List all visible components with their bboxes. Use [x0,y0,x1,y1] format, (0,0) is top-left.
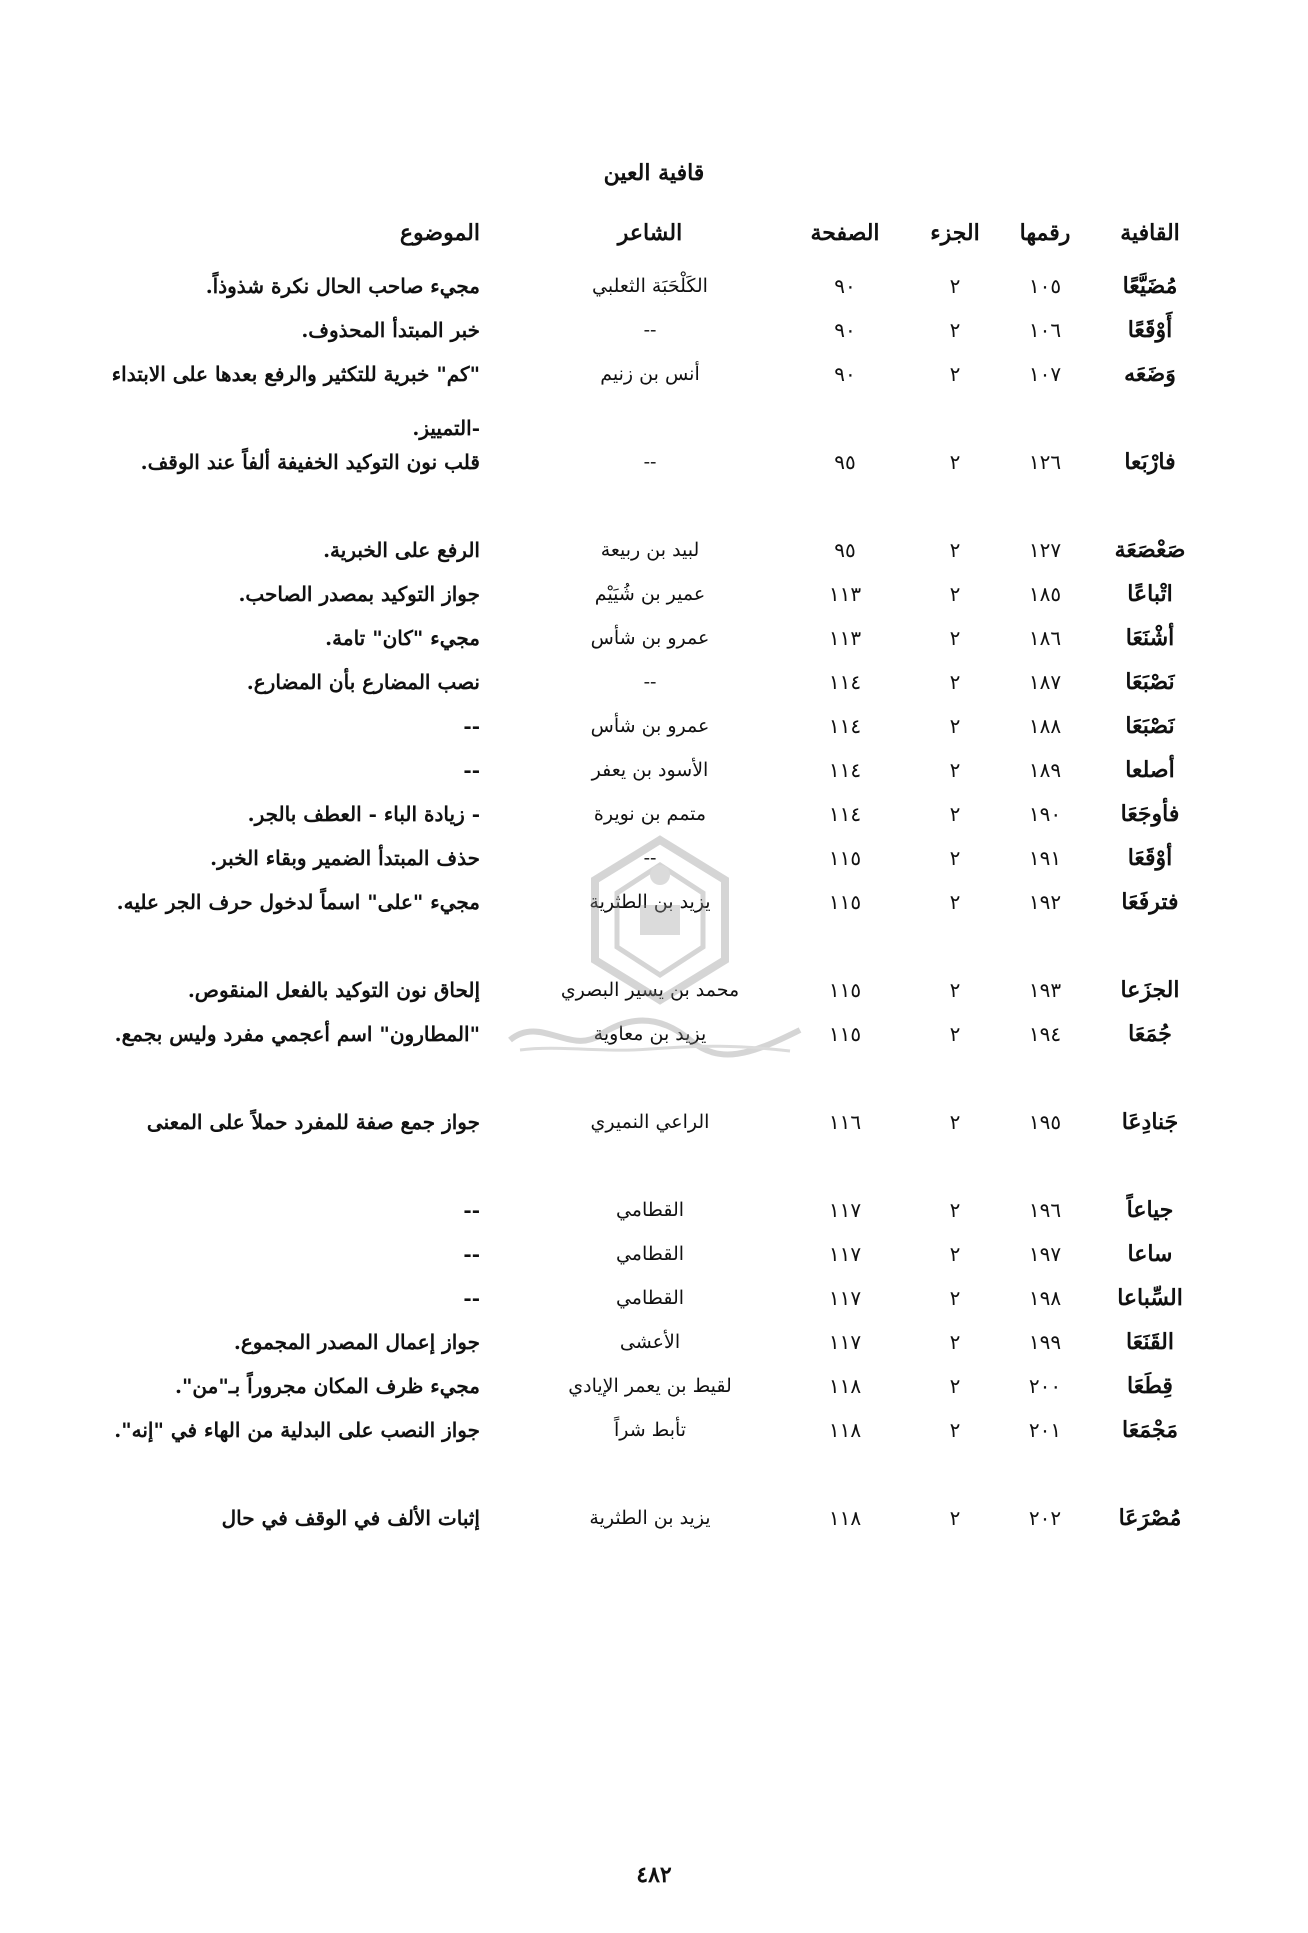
cell-page: ١١٥ [828,1022,862,1046]
cell-poet: أنس بن زنيم [600,363,700,385]
cell-poet: عمير بن شُيَيْم [594,583,706,605]
cell-topic: "المطارون" اسم أعجمي مفرد وليس بجمع. [114,1022,480,1046]
cell-qafia: أصلعا [1125,757,1175,783]
header-qafia: القافية [1120,220,1180,246]
section-title: قافية العين [603,160,705,186]
cell-poet: عمرو بن شأس [590,715,710,737]
cell-part: ٢ [949,1330,961,1354]
cell-poet: القطامي [615,1287,685,1309]
cell-page: ١١٧ [828,1330,862,1354]
cell-poet: الأسود بن يعفر [591,759,709,781]
cell-part: ٢ [949,1286,961,1310]
cell-number: ١٩٦ [1028,1198,1062,1222]
cell-page: ١١٤ [828,758,862,782]
cell-part: ٢ [949,802,961,826]
cell-topic: -- [463,758,480,782]
cell-part: ٢ [949,846,961,870]
table-row [0,1409,1308,1497]
header-part: الجزء [930,220,980,246]
cell-poet: محمد بن يسير البصري [560,979,740,1001]
cell-number: ١٩٨ [1028,1286,1062,1310]
cell-topic: مجيء ظرف المكان مجروراً بـ"من". [175,1374,480,1398]
cell-poet: -- [643,847,657,869]
header-number: رقمها [1019,220,1071,246]
cell-page: ٩٠ [834,274,856,298]
cell-qafia: فارْبَعا [1124,449,1176,475]
cell-page: ١١٨ [828,1506,862,1530]
cell-qafia: الجزَعا [1120,977,1180,1003]
table-row [0,1497,1308,1541]
cell-number: ١٩٠ [1028,802,1062,826]
cell-topic: خبر المبتدأ المحذوف. [301,318,480,342]
cell-page: ١١٤ [828,670,862,694]
cell-topic: إلحاق نون التوكيد بالفعل المنقوص. [187,978,480,1002]
cell-qafia: القَنَعَا [1126,1329,1174,1355]
cell-topic: -- [463,1198,480,1222]
cell-number: ١٩٢ [1028,890,1062,914]
cell-qafia: جُمَعَا [1128,1021,1172,1047]
cell-part: ٢ [949,670,961,694]
cell-part: ٢ [949,1198,961,1222]
cell-page: ١١٤ [828,714,862,738]
header-topic: الموضوع [399,220,480,246]
cell-number: ١٩٧ [1028,1242,1062,1266]
cell-topic: حذف المبتدأ الضمير وبقاء الخبر. [210,846,480,870]
header-page: الصفحة [810,220,880,246]
cell-number: ١٩٩ [1028,1330,1062,1354]
cell-qafia: جَنادِعَا [1121,1109,1179,1135]
cell-page: ١١٧ [828,1286,862,1310]
cell-qafia: وَضَعَه [1124,361,1176,387]
cell-topic: "كم" خبرية للتكثير والرفع بعدها على الابتداء -التمييز. [111,362,480,440]
cell-qafia: فأوجَعَا [1120,801,1180,827]
cell-qafia: نَصْبَعَا [1125,669,1175,695]
cell-part: ٢ [949,450,961,474]
cell-part: ٢ [949,1506,961,1530]
cell-number: ١٨٥ [1028,582,1062,606]
cell-topic: الرفع على الخبرية. [323,538,480,562]
library-emblem-icon [585,835,735,1005]
table-row [0,1101,1308,1189]
cell-page: ٩٥ [834,538,856,562]
cell-qafia: ساعا [1127,1241,1173,1267]
table-row [0,441,1308,529]
cell-qafia: أَوْقَعًا [1127,317,1173,343]
cell-page: ١١٥ [828,846,862,870]
cell-qafia: نَصْبَعَا [1125,713,1175,739]
cell-number: ١٩٥ [1028,1110,1062,1134]
cell-number: ١٨٩ [1028,758,1062,782]
cell-part: ٢ [949,538,961,562]
cell-topic: - زيادة الباء - العطف بالجر. [247,802,480,826]
cell-part: ٢ [949,274,961,298]
cell-number: ١٠٦ [1028,318,1062,342]
cell-poet: -- [643,451,657,473]
page-number: ٤٨٢ [636,1862,672,1888]
cell-page: ٩٠ [834,362,856,386]
cell-page: ١١٨ [828,1374,862,1398]
cell-topic: جواز النصب على البدلية من الهاء في "إنه". [114,1418,480,1442]
cell-poet: -- [643,319,657,341]
cell-topic: إثبات الألف في الوقف في حال [221,1506,480,1530]
cell-topic: مجيء "على" اسماً لدخول حرف الجر عليه. [116,890,480,914]
cell-poet: يزيد بن الطثرية [589,1507,711,1529]
cell-number: ١٢٦ [1028,450,1062,474]
cell-number: ١٠٧ [1028,362,1062,386]
cell-page: ٩٠ [834,318,856,342]
cell-qafia: مَجْمَعَا [1121,1417,1179,1443]
cell-page: ٩٥ [834,450,856,474]
cell-topic: جواز إعمال المصدر المجموع. [233,1330,480,1354]
cell-topic: -- [463,1286,480,1310]
watermark-calligraphy-icon [500,1005,810,1065]
cell-poet: القطامي [615,1243,685,1265]
cell-part: ٢ [949,1110,961,1134]
header-poet: الشاعر [617,220,683,246]
cell-topic: مجيء "كان" تامة. [325,626,480,650]
cell-poet: تأبط شراً [613,1419,687,1441]
cell-qafia: مُصْرَعَا [1118,1505,1182,1531]
cell-number: ١٢٧ [1028,538,1062,562]
cell-poet: الراعي النميري [590,1111,710,1133]
cell-page: ١١٤ [828,802,862,826]
cell-part: ٢ [949,978,961,1002]
cell-page: ١١٥ [828,890,862,914]
table-row [0,353,1308,441]
cell-page: ١١٣ [828,582,862,606]
cell-qafia: أوْقَعَا [1127,845,1173,871]
cell-topic: -- [463,714,480,738]
cell-part: ٢ [949,626,961,650]
cell-poet: الأعشى [619,1331,681,1353]
cell-poet: متمم بن نويرة [593,803,707,825]
cell-page: ١١٨ [828,1418,862,1442]
cell-poet: لبيد بن ربيعة [600,539,700,561]
cell-number: ١٨٧ [1028,670,1062,694]
cell-number: ٢٠١ [1028,1418,1062,1442]
cell-topic: جواز التوكيد بمصدر الصاحب. [238,582,480,606]
cell-part: ٢ [949,362,961,386]
cell-topic: قلب نون التوكيد الخفيفة ألفاً عند الوقف. [140,450,480,474]
cell-part: ٢ [949,714,961,738]
cell-page: ١١٣ [828,626,862,650]
cell-poet: يزيد بن الطثرية [589,891,711,913]
cell-part: ٢ [949,1374,961,1398]
cell-page: ١١٧ [828,1242,862,1266]
cell-number: ١٩١ [1028,846,1062,870]
cell-topic: نصب المضارع بأن المضارع. [246,670,480,694]
cell-qafia: أشْنَعَا [1125,625,1175,651]
cell-topic: -- [463,1242,480,1266]
cell-qafia: السِّباعا [1117,1285,1183,1311]
cell-part: ٢ [949,890,961,914]
cell-number: ١٩٤ [1028,1022,1062,1046]
cell-part: ٢ [949,1022,961,1046]
cell-qafia: اتْباعًا [1127,581,1173,607]
cell-qafia: صَعْصَعَة [1114,537,1186,563]
cell-topic: جواز جمع صفة للمفرد حملاً على المعنى [146,1110,480,1134]
cell-part: ٢ [949,1242,961,1266]
cell-poet: القطامي [615,1199,685,1221]
cell-page: ١١٧ [828,1198,862,1222]
cell-number: ١٠٥ [1028,274,1062,298]
cell-number: ١٨٨ [1028,714,1062,738]
cell-poet: عمرو بن شأس [590,627,710,649]
cell-qafia: جياعاً [1126,1197,1174,1223]
cell-part: ٢ [949,1418,961,1442]
cell-poet: الكَلْحَبَة الثعلبي [592,275,708,297]
cell-poet: يزيد بن معاوية [593,1023,707,1045]
cell-number: ١٩٣ [1028,978,1062,1002]
cell-part: ٢ [949,758,961,782]
cell-number: ٢٠٢ [1028,1506,1062,1530]
cell-qafia: مُضَيَّعًا [1122,273,1178,299]
cell-part: ٢ [949,582,961,606]
cell-qafia: فترفَعَا [1121,889,1179,915]
cell-page: ١١٦ [828,1110,862,1134]
cell-poet: -- [643,671,657,693]
cell-page: ١١٥ [828,978,862,1002]
cell-topic: مجيء صاحب الحال نكرة شذوذاً. [205,274,480,298]
cell-number: ١٨٦ [1028,626,1062,650]
cell-qafia: قِطَعَا [1127,1373,1173,1399]
cell-part: ٢ [949,318,961,342]
cell-poet: لقيط بن يعمر الإيادي [568,1375,732,1397]
cell-number: ٢٠٠ [1028,1374,1062,1398]
